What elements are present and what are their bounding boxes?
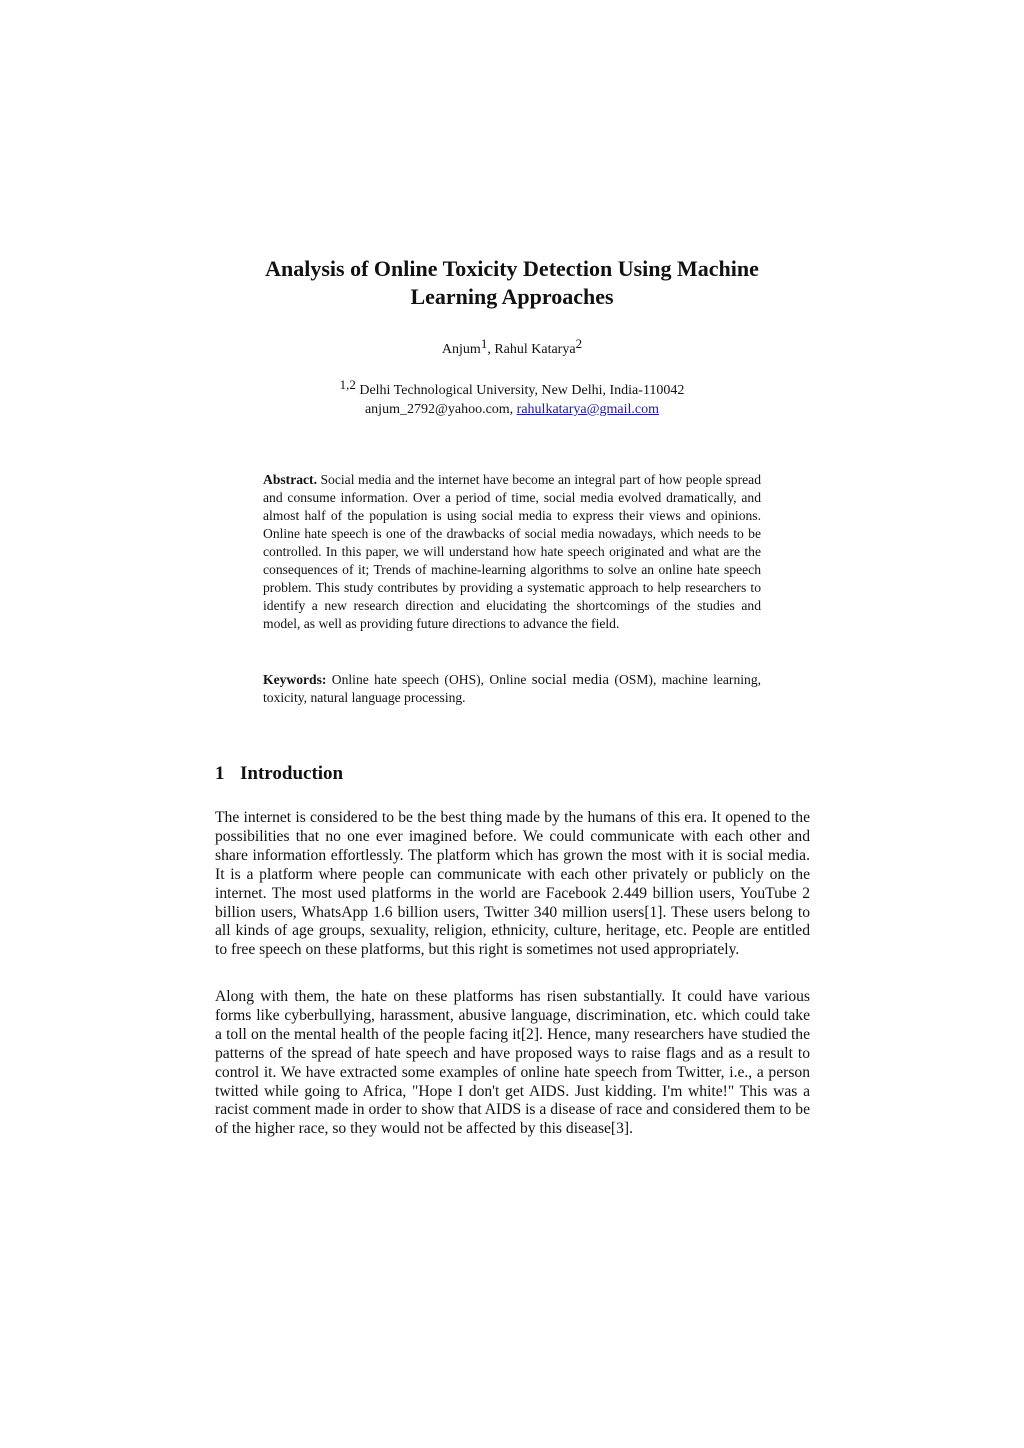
intro-paragraph-2: Along with them, the hate on these platforms has risen substantially. It could have various forms like cyberbullying, harassment, abusive language, discrimination, etc. which could take a toll on the mental health of the people facing it[2]. Hence, many researchers have studied the patterns of the spread of hate speech and have proposed ways to raise flags and as a result to control it. We have extracted some examples of online hate speech from Twitter, i.e., a person twitted while going to Africa, "Hope I don't get AIDS. Just kidding. I'm white!" This was a racist comment made in order to show that AIDS is a disease of race and considered them to be of the higher race, so they would not be affected by this disease[3]. — [215, 988, 810, 1138]
keywords — [263, 671, 761, 707]
email-link-author-2[interactable]: rahulkatarya@gmail.com — [516, 402, 660, 417]
intro-paragraph-1: The internet is considered to be the best thing made by the humans of this era. It opened to the possibilities that no one ever imagined before. We could communicate with each other and share information effortlessly. The platform which has grown the most with it is social media. It is a platform where people can communicate with each other privately or publicly on the internet. The most used platforms in the world are Facebook 2.449 billion users, YouTube 2 billion users, WhatsApp 1.6 billion users, Twitter 340 million users[1]. These users belong to all kinds of age groups, sexuality, religion, ethnicity, culture, heritage, etc. People are entitled to free speech on these platforms, but this right is sometimes not used appropriately. — [215, 809, 810, 959]
title-line-2: Learning Approaches — [410, 284, 614, 309]
keywords-text-3: (OSM), machine learning, toxicity, natural language processing. — [263, 672, 762, 705]
title-line-1: Analysis of Online Toxicity Detection Using Machine — [265, 256, 759, 281]
author-1-affiliation-mark: 1 — [480, 336, 488, 351]
keywords-text-1: Online hate speech (OHS), Online — [326, 672, 532, 687]
affiliation-line — [0, 377, 1024, 400]
author-1-name: Anjum — [441, 342, 481, 357]
abstract-text: Social media and the internet have become an integral part of how people spread and consume information. Over a period of time, social media evolved dramatically, and almost half of the population is using social media to express their views and opinions. Online hate speech is one of the drawbacks of social media nowadays, which needs to be controlled. In this paper, we will understand how hate speech originated and what are the consequences of it; Trends of machine-learning algorithms to solve an online hate speech problem. This study contributes by providing a systematic approach to help researchers to identify a new research direction and elucidating the shortcomings of the studies and model, as well as providing future directions to advance the field. — [263, 472, 761, 631]
email-line — [0, 400, 1024, 419]
section-number: 1 — [215, 763, 225, 784]
section-title: Introduction — [240, 763, 344, 784]
keywords-label: Keywords: — [263, 672, 327, 687]
affiliation-block — [0, 377, 1024, 419]
affiliation-mark: 1,2 — [339, 377, 356, 392]
email-author-1: anjum_2792@yahoo.com, — [364, 402, 517, 417]
author-2-name: Rahul Katarya — [494, 342, 576, 357]
abstract — [263, 471, 761, 633]
author-2-affiliation-mark: 2 — [575, 336, 583, 351]
author-separator: , — [487, 342, 495, 357]
keywords-text-2: social media — [531, 672, 610, 688]
paper-title — [200, 255, 824, 311]
abstract-label: Abstract. — [263, 472, 317, 487]
section-heading-introduction — [215, 761, 343, 787]
author-list — [0, 336, 1024, 360]
affiliation-text: Delhi Technological University, New Delhi, India-110042 — [355, 383, 685, 398]
